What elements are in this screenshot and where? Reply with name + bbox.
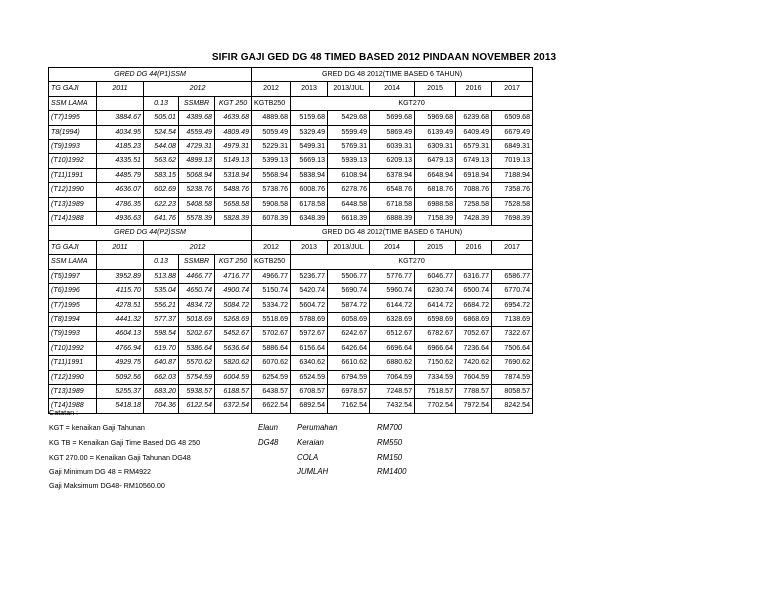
salary-cell: 6144.72 (370, 298, 415, 312)
salary-cell: 4636.07 (97, 183, 144, 197)
salary-cell: 7258.58 (456, 197, 492, 211)
salary-cell: 6892.54 (291, 399, 328, 413)
salary-cell: 4936.63 (97, 212, 144, 226)
year-2011-header: 2011 (97, 240, 144, 254)
subheader-row (49, 96, 533, 110)
gred-dg44-heading: GRED DG 44(P2)SSM (49, 226, 252, 240)
salary-cell: 5268.69 (215, 312, 252, 326)
salary-cell: 6004.59 (215, 370, 252, 384)
tg-gaji-cell: (T12)1990 (49, 370, 97, 384)
salary-cell: 4034.95 (97, 125, 144, 139)
salary-cell: 5149.13 (215, 154, 252, 168)
salary-cell: 6188.57 (215, 384, 252, 398)
salary-cell: 7528.58 (492, 197, 533, 211)
salary-cell: 6426.64 (328, 341, 370, 355)
table-row (49, 212, 533, 226)
salary-cell: 4834.72 (179, 298, 215, 312)
salary-cell: 6239.68 (456, 111, 492, 125)
salary-cell: 4650.74 (179, 284, 215, 298)
salary-cell: 4335.51 (97, 154, 144, 168)
salary-cell: 6509.68 (492, 111, 533, 125)
salary-cell: 6230.74 (415, 284, 456, 298)
salary-cell: 6708.57 (291, 384, 328, 398)
salary-cell: 6156.64 (291, 341, 328, 355)
salary-cell: 6880.62 (370, 356, 415, 370)
year-header-row (49, 82, 533, 96)
table-row (49, 269, 533, 283)
salary-cell: 4115.70 (97, 284, 144, 298)
year-header: 2016 (456, 240, 492, 254)
year-header: 2013/JUL (328, 82, 370, 96)
salary-cell: 4185.23 (97, 140, 144, 154)
table-row (49, 140, 533, 154)
salary-cell: 6328.69 (370, 312, 415, 326)
salary-cell: 4716.77 (215, 269, 252, 283)
salary-cell: 6966.64 (415, 341, 456, 355)
salary-cell: 7518.57 (415, 384, 456, 398)
table-row (49, 298, 533, 312)
subheader-row (49, 255, 533, 269)
salary-cell: 5869.49 (370, 125, 415, 139)
salary-cell: 6918.94 (456, 168, 492, 182)
salary-cell: 6122.54 (179, 399, 215, 413)
elaun-jumlah-amount: RM1400 (377, 467, 407, 476)
tg-gaji-cell: (T14)1988 (49, 212, 97, 226)
salary-cell: 5738.76 (252, 183, 291, 197)
salary-cell: 6479.13 (415, 154, 456, 168)
year-header: 2016 (456, 82, 492, 96)
salary-cell: 7334.59 (415, 370, 456, 384)
elaun-perumahan-amount: RM700 (377, 423, 403, 432)
salary-cell: 4766.94 (97, 341, 144, 355)
salary-cell: 6046.77 (415, 269, 456, 283)
salary-cell: 6718.58 (370, 197, 415, 211)
salary-cell: 5059.49 (252, 125, 291, 139)
salary-cell: 6278.76 (328, 183, 370, 197)
salary-cell: 619.70 (144, 341, 179, 355)
elaun-keraian: Keraian (297, 438, 324, 447)
salary-cell: 5488.76 (215, 183, 252, 197)
tg-gaji-cell: (T6)1996 (49, 284, 97, 298)
salary-cell: 5518.69 (252, 312, 291, 326)
tg-gaji-cell: (T10)1992 (49, 341, 97, 355)
salary-cell: 640.87 (144, 356, 179, 370)
salary-cell: 7432.54 (370, 399, 415, 413)
salary-cell: 6178.58 (291, 197, 328, 211)
tg-gaji-cell: (T5)1997 (49, 269, 97, 283)
salary-cell: 5754.59 (179, 370, 215, 384)
tg-gaji-cell: (T13)1989 (49, 197, 97, 211)
salary-cell: 4809.49 (215, 125, 252, 139)
tg-gaji-cell: (T7)1995 (49, 298, 97, 312)
salary-cell: 4485.79 (97, 168, 144, 182)
tg-gaji-cell: T8(1994) (49, 125, 97, 139)
salary-cell: 6794.59 (328, 370, 370, 384)
ssm-lama-header: SSM LAMA (49, 96, 97, 110)
tg-gaji-cell: (T13)1989 (49, 384, 97, 398)
salary-cell: 6648.94 (415, 168, 456, 182)
salary-cell: 5506.77 (328, 269, 370, 283)
salary-cell: 5874.72 (328, 298, 370, 312)
year-header: 2014 (370, 82, 415, 96)
salary-cell: 6078.39 (252, 212, 291, 226)
salary-cell: 6254.59 (252, 370, 291, 384)
salary-cell: 8058.57 (492, 384, 533, 398)
salary-cell: 6770.74 (492, 284, 533, 298)
tg-gaji-cell: (T8)1994 (49, 312, 97, 326)
salary-cell: 6618.39 (328, 212, 370, 226)
salary-cell: 535.04 (144, 284, 179, 298)
elaun-label: Elaun (258, 423, 278, 432)
table-row (49, 356, 533, 370)
salary-cell: 7064.59 (370, 370, 415, 384)
salary-cell: 6139.49 (415, 125, 456, 139)
salary-cell: 5150.74 (252, 284, 291, 298)
salary-cell: 6954.72 (492, 298, 533, 312)
salary-cell: 7506.64 (492, 341, 533, 355)
salary-cell: 7420.62 (456, 356, 492, 370)
salary-cell: 5452.67 (215, 327, 252, 341)
salary-cell: 7358.76 (492, 183, 533, 197)
kgt270-header: KGT270 (291, 96, 533, 110)
salary-cell: 5938.57 (179, 384, 215, 398)
kgt270-header: KGT270 (291, 255, 533, 269)
tg-gaji-cell: (T9)1993 (49, 327, 97, 341)
salary-cell: 5568.94 (252, 168, 291, 182)
salary-cell: 6409.49 (456, 125, 492, 139)
salary-cell: 6598.69 (415, 312, 456, 326)
salary-cell: 4966.77 (252, 269, 291, 283)
note-kgt270: KGT 270.00 = Kenaikan Gaji Tahunan DG48 (49, 453, 191, 462)
salary-cell: 7690.62 (492, 356, 533, 370)
salary-cell: 5969.68 (415, 111, 456, 125)
salary-cell: 544.08 (144, 140, 179, 154)
salary-cell: 6679.49 (492, 125, 533, 139)
salary-cell: 7788.57 (456, 384, 492, 398)
salary-cell: 5570.62 (179, 356, 215, 370)
salary-cell: 6579.31 (456, 140, 492, 154)
tg-gaji-cell: (T7)1995 (49, 111, 97, 125)
salary-cell: 4441.32 (97, 312, 144, 326)
salary-cell: 6548.76 (370, 183, 415, 197)
salary-cell: 5386.64 (179, 341, 215, 355)
table-row (49, 197, 533, 211)
salary-cell: 5255.37 (97, 384, 144, 398)
year-header: 2012 (252, 82, 291, 96)
salary-cell: 7088.76 (456, 183, 492, 197)
salary-cell: 6209.13 (370, 154, 415, 168)
salary-cell: 3952.89 (97, 269, 144, 283)
ssm-lama-header: SSM LAMA (49, 255, 97, 269)
salary-cell: 4389.68 (179, 111, 215, 125)
tg-gaji-header: TG GAJI (49, 82, 97, 96)
salary-cell: 6008.76 (291, 183, 328, 197)
salary-cell: 556.21 (144, 298, 179, 312)
salary-cell: 5636.64 (215, 341, 252, 355)
salary-cell: 7604.59 (456, 370, 492, 384)
salary-cell: 3884.67 (97, 111, 144, 125)
salary-cell: 6438.57 (252, 384, 291, 398)
salary-cell: 4889.68 (252, 111, 291, 125)
gred-dg48-heading: GRED DG 48 2012(TIME BASED 6 TAHUN) (252, 68, 533, 82)
kgtb250-header: KGTB250 (252, 96, 291, 110)
tg-gaji-cell: (T12)1990 (49, 183, 97, 197)
salary-cell: 5776.77 (370, 269, 415, 283)
salary-cell: 563.62 (144, 154, 179, 168)
salary-cell: 5018.69 (179, 312, 215, 326)
elaun-jumlah: JUMLAH (297, 467, 329, 476)
elaun-grade: DG48 (258, 438, 279, 447)
salary-cell: 6378.94 (370, 168, 415, 182)
salary-cell: 7138.69 (492, 312, 533, 326)
tg-gaji-cell: (T11)1991 (49, 168, 97, 182)
salary-cell: 5699.68 (370, 111, 415, 125)
salary-cell: 602.69 (144, 183, 179, 197)
elaun-cola-amount: RM150 (377, 453, 403, 462)
elaun-keraian-amount: RM550 (377, 438, 403, 447)
salary-cell: 5159.68 (291, 111, 328, 125)
salary-cell: 5429.68 (328, 111, 370, 125)
salary-cell: 5236.77 (291, 269, 328, 283)
ssmbr-header: SSMBR (179, 96, 215, 110)
salary-cell: 6348.39 (291, 212, 328, 226)
salary-cell: 6070.62 (252, 356, 291, 370)
tg-gaji-header: TG GAJI (49, 240, 97, 254)
table-row (49, 384, 533, 398)
salary-cell: 4979.31 (215, 140, 252, 154)
salary-cell: 5499.31 (291, 140, 328, 154)
salary-cell: 4900.74 (215, 284, 252, 298)
table-row (49, 312, 533, 326)
col-013-header: 0.13 (144, 255, 179, 269)
salary-cell: 6818.76 (415, 183, 456, 197)
salary-cell: 6622.54 (252, 399, 291, 413)
col-013-header: 0.13 (144, 96, 179, 110)
empty-cell (97, 96, 144, 110)
year-header: 2013/JUL (328, 240, 370, 254)
page-title: SIFIR GAJI GED DG 48 TIMED BASED 2012 PINDAAN NOVEMBER 2013 (211, 52, 557, 63)
salary-cell: 6782.67 (415, 327, 456, 341)
gred-dg44-heading: GRED DG 44(P1)SSM (49, 68, 252, 82)
salary-cell: 5420.74 (291, 284, 328, 298)
note-gaji-maksimum: Gaji Maksimum DG48- RM10560.00 (49, 481, 165, 490)
empty-cell (97, 255, 144, 269)
salary-cell: 5408.58 (179, 197, 215, 211)
salary-cell: 4929.75 (97, 356, 144, 370)
year-2012-header: 2012 (144, 240, 252, 254)
year-2012-header: 2012 (144, 82, 252, 96)
salary-cell: 5658.58 (215, 197, 252, 211)
salary-cell: 5329.49 (291, 125, 328, 139)
salary-cell: 5828.39 (215, 212, 252, 226)
salary-cell: 4786.35 (97, 197, 144, 211)
salary-cell: 5238.76 (179, 183, 215, 197)
salary-cell: 6849.31 (492, 140, 533, 154)
tg-gaji-cell: (T11)1991 (49, 356, 97, 370)
salary-cell: 5092.56 (97, 370, 144, 384)
salary-cell: 7150.62 (415, 356, 456, 370)
salary-cell: 6749.13 (456, 154, 492, 168)
salary-cell: 7248.57 (370, 384, 415, 398)
salary-cell: 6868.69 (456, 312, 492, 326)
table-row (49, 125, 533, 139)
table-row (49, 111, 533, 125)
gred-dg48-heading: GRED DG 48 2012(TIME BASED 6 TAHUN) (252, 226, 533, 240)
salary-cell: 6316.77 (456, 269, 492, 283)
salary-cell: 6242.67 (328, 327, 370, 341)
salary-cell: 5788.69 (291, 312, 328, 326)
salary-cell: 5068.94 (179, 168, 215, 182)
salary-cell: 505.01 (144, 111, 179, 125)
salary-cell: 6448.58 (328, 197, 370, 211)
salary-cell: 7162.54 (328, 399, 370, 413)
salary-cell: 4899.13 (179, 154, 215, 168)
salary-cell: 7428.39 (456, 212, 492, 226)
kgt250-header: KGT 250 (215, 255, 252, 269)
salary-cell: 7874.59 (492, 370, 533, 384)
salary-table (48, 67, 533, 414)
tg-gaji-cell: (T10)1992 (49, 154, 97, 168)
salary-cell: 7972.54 (456, 399, 492, 413)
salary-cell: 4466.77 (179, 269, 215, 283)
table-row (49, 284, 533, 298)
ssmbr-header: SSMBR (179, 255, 215, 269)
salary-cell: 622.23 (144, 197, 179, 211)
table-row (49, 183, 533, 197)
year-header: 2017 (492, 240, 533, 254)
salary-cell: 6586.77 (492, 269, 533, 283)
salary-cell: 4559.49 (179, 125, 215, 139)
salary-cell: 6610.62 (328, 356, 370, 370)
salary-cell: 5908.58 (252, 197, 291, 211)
year-2011-header: 2011 (97, 82, 144, 96)
note-kgtb: KG TB = Kenaikan Gaji Time Based DG 48 250 (49, 438, 201, 447)
salary-cell: 6372.54 (215, 399, 252, 413)
salary-cell: 6414.72 (415, 298, 456, 312)
salary-cell: 5578.39 (179, 212, 215, 226)
salary-cell: 4639.68 (215, 111, 252, 125)
salary-cell: 641.76 (144, 212, 179, 226)
year-header: 2015 (415, 82, 456, 96)
salary-cell: 5334.72 (252, 298, 291, 312)
salary-cell: 5960.74 (370, 284, 415, 298)
salary-cell: 5084.72 (215, 298, 252, 312)
salary-cell: 8242.54 (492, 399, 533, 413)
salary-cell: 583.15 (144, 168, 179, 182)
salary-cell: 524.54 (144, 125, 179, 139)
salary-cell: 5838.94 (291, 168, 328, 182)
salary-cell: 598.54 (144, 327, 179, 341)
salary-cell: 6696.64 (370, 341, 415, 355)
salary-cell: 6108.94 (328, 168, 370, 182)
table-row (49, 154, 533, 168)
salary-cell: 6988.58 (415, 197, 456, 211)
salary-cell: 5202.67 (179, 327, 215, 341)
salary-cell: 6340.62 (291, 356, 328, 370)
kgtb250-header: KGTB250 (252, 255, 291, 269)
salary-cell: 5886.64 (252, 341, 291, 355)
salary-cell: 6039.31 (370, 140, 415, 154)
salary-cell: 5418.18 (97, 399, 144, 413)
salary-cell: 704.36 (144, 399, 179, 413)
note-gaji-minimum: Gaji Minimum DG 48 = RM4922 (49, 467, 152, 476)
salary-cell: 5820.62 (215, 356, 252, 370)
salary-cell: 5669.13 (291, 154, 328, 168)
gred-header-row (49, 226, 533, 240)
salary-cell: 7188.94 (492, 168, 533, 182)
table-row (49, 399, 533, 413)
table-row (49, 327, 533, 341)
kgt250-header: KGT 250 (215, 96, 252, 110)
salary-cell: 5769.31 (328, 140, 370, 154)
salary-cell: 7019.13 (492, 154, 533, 168)
salary-cell: 7698.39 (492, 212, 533, 226)
tg-gaji-cell: (T14)1988 (49, 399, 97, 413)
salary-cell: 7158.39 (415, 212, 456, 226)
salary-cell: 5599.49 (328, 125, 370, 139)
salary-cell: 7052.67 (456, 327, 492, 341)
year-header: 2015 (415, 240, 456, 254)
salary-cell: 7322.67 (492, 327, 533, 341)
salary-cell: 6524.59 (291, 370, 328, 384)
year-header: 2013 (291, 240, 328, 254)
salary-cell: 6500.74 (456, 284, 492, 298)
salary-cell: 7702.54 (415, 399, 456, 413)
salary-cell: 6978.57 (328, 384, 370, 398)
salary-cell: 5972.67 (291, 327, 328, 341)
tg-gaji-cell: (T9)1993 (49, 140, 97, 154)
note-kgt: KGT = kenaikan Gaji Tahunan (49, 423, 145, 432)
salary-cell: 6309.31 (415, 140, 456, 154)
table-row (49, 370, 533, 384)
notes-heading: Catatan : (49, 408, 79, 417)
salary-cell: 4278.51 (97, 298, 144, 312)
elaun-cola: COLA (297, 453, 319, 462)
salary-cell: 5318.94 (215, 168, 252, 182)
table-row (49, 168, 533, 182)
salary-cell: 6512.67 (370, 327, 415, 341)
year-header: 2014 (370, 240, 415, 254)
year-header: 2017 (492, 82, 533, 96)
salary-cell: 4729.31 (179, 140, 215, 154)
year-header-row (49, 240, 533, 254)
salary-cell: 5399.13 (252, 154, 291, 168)
salary-cell: 7236.64 (456, 341, 492, 355)
salary-cell: 683.20 (144, 384, 179, 398)
salary-cell: 662.03 (144, 370, 179, 384)
salary-cell: 5939.13 (328, 154, 370, 168)
elaun-perumahan: Perumahan (297, 423, 338, 432)
salary-cell: 4604.13 (97, 327, 144, 341)
salary-cell: 6888.39 (370, 212, 415, 226)
salary-cell: 5229.31 (252, 140, 291, 154)
salary-cell: 5604.72 (291, 298, 328, 312)
salary-cell: 5702.67 (252, 327, 291, 341)
salary-cell: 577.37 (144, 312, 179, 326)
year-header: 2012 (252, 240, 291, 254)
salary-cell: 513.88 (144, 269, 179, 283)
table-row (49, 341, 533, 355)
gred-header-row (49, 68, 533, 82)
salary-cell: 6684.72 (456, 298, 492, 312)
year-header: 2013 (291, 82, 328, 96)
salary-cell: 5690.74 (328, 284, 370, 298)
salary-cell: 6058.69 (328, 312, 370, 326)
